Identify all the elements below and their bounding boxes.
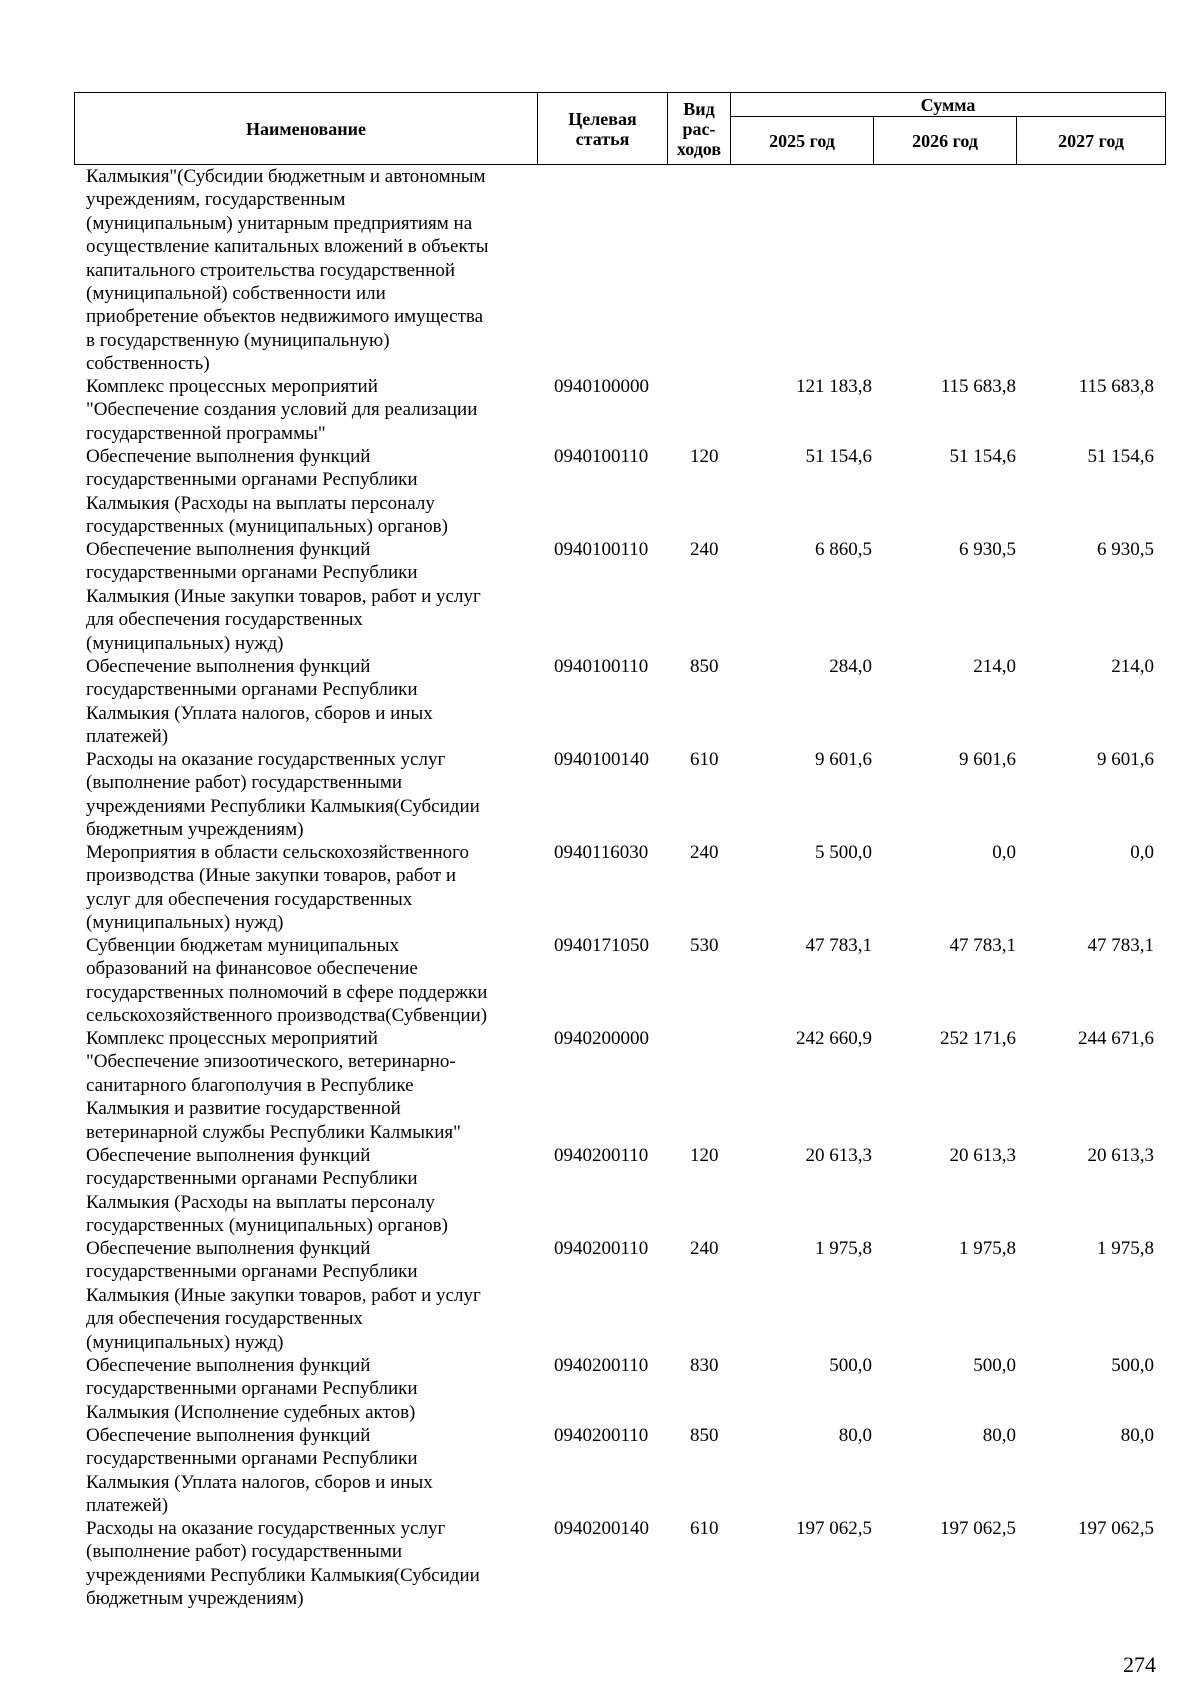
row-value-2027: 51 154,6 — [1087, 446, 1154, 467]
row-target-article: 0940100110 — [554, 539, 649, 560]
row-value-2025: 20 613,3 — [805, 1145, 872, 1166]
row-value-2025: 6 860,5 — [815, 539, 872, 560]
row-value-2027: 47 783,1 — [1087, 935, 1154, 956]
row-value-2027: 500,0 — [1111, 1355, 1154, 1376]
row-value-2026: 1 975,8 — [959, 1238, 1016, 1259]
row-target-article: 0940200110 — [554, 1425, 649, 1446]
row-value-2027: 244 671,6 — [1078, 1028, 1154, 1049]
row-name: Обеспечение выполнения функций государственными органами Республики Калмыкия (Уплата налогов, сборов и иных платежей) — [86, 1425, 433, 1517]
row-value-2025: 47 783,1 — [805, 935, 872, 956]
row-value-2026: 80,0 — [982, 1425, 1016, 1446]
row-expense-type: 530 — [690, 935, 719, 956]
row-value-2025: 51 154,6 — [805, 446, 872, 467]
row-value-2026: 214,0 — [973, 656, 1016, 677]
row-target-article: 0940100000 — [554, 376, 649, 397]
row-expense-type: 610 — [690, 1518, 719, 1539]
row-name: Расходы на оказание государственных услуг (выполнение работ) государственными учреждениями Республики Калмыкия(Субсидии бюджетным учреждениям) — [86, 749, 480, 841]
row-expense-type: 850 — [690, 656, 719, 677]
row-expense-type: 240 — [690, 1238, 719, 1259]
row-value-2027: 6 930,5 — [1097, 539, 1154, 560]
row-name: Обеспечение выполнения функций государственными органами Республики Калмыкия (Иные закупки товаров, работ и услуг для обеспечения государственных (муниципальных) нужд) — [86, 539, 481, 654]
row-value-2025: 1 975,8 — [815, 1238, 872, 1259]
row-target-article: 0940100140 — [554, 749, 649, 770]
row-name: Калмыкия"(Субсидии бюджетным и автономным учреждениям, государственным (муниципальным) унитарным предприятиям на осуществление капитальных вложений в объекты капитального строительства государственной (муниципальной) собственности или приобретение объектов недвижимого имущества в государственную (муниципальную) собственность) — [86, 166, 489, 375]
row-name: Обеспечение выполнения функций государственными органами Республики Калмыкия (Иные закупки товаров, работ и услуг для обеспечения государственных (муниципальных) нужд) — [86, 1238, 481, 1353]
row-target-article: 0940200000 — [554, 1028, 649, 1049]
row-value-2027: 0,0 — [1130, 842, 1154, 863]
row-value-2027: 197 062,5 — [1078, 1518, 1154, 1539]
row-value-2026: 9 601,6 — [959, 749, 1016, 770]
row-value-2026: 115 683,8 — [940, 376, 1016, 397]
row-name: Обеспечение выполнения функций государственными органами Республики Калмыкия (Уплата налогов, сборов и иных платежей) — [86, 656, 433, 748]
row-value-2025: 5 500,0 — [815, 842, 872, 863]
row-target-article: 0940100110 — [554, 446, 649, 467]
row-name: Обеспечение выполнения функций государственными органами Республики Калмыкия (Расходы на выплаты персоналу государственных (муниципальных) органов) — [86, 1145, 448, 1237]
row-target-article: 0940200110 — [554, 1355, 649, 1376]
page-number: 274 — [1123, 1652, 1156, 1677]
row-name: Комплекс процессных мероприятий "Обеспечение создания условий для реализации государственной программы" — [86, 376, 478, 444]
row-value-2025: 9 601,6 — [815, 749, 872, 770]
table-header — [74, 92, 1166, 165]
row-target-article: 0940171050 — [554, 935, 649, 956]
row-value-2027: 80,0 — [1120, 1425, 1154, 1446]
row-target-article: 0940200140 — [554, 1518, 649, 1539]
row-name: Обеспечение выполнения функций государственными органами Республики Калмыкия (Исполнение судебных актов) — [86, 1355, 418, 1423]
header-name: Наименование — [75, 93, 538, 165]
row-value-2026: 51 154,6 — [949, 446, 1016, 467]
row-expense-type: 120 — [690, 1145, 719, 1166]
row-expense-type: 240 — [690, 539, 719, 560]
row-name: Комплекс процессных мероприятий "Обеспечение эпизоотического, ветеринарно- санитарного благополучия в Республике Калмыкия и развитие государственной ветеринарной службы Республики Калмыкия" — [86, 1028, 461, 1143]
row-value-2026: 6 930,5 — [959, 539, 1016, 560]
row-target-article: 0940200110 — [554, 1238, 649, 1259]
row-value-2026: 252 171,6 — [940, 1028, 1016, 1049]
header-year-2025: 2025 год — [731, 117, 874, 165]
row-name: Мероприятия в области сельскохозяйственного производства (Иные закупки товаров, работ и услуг для обеспечения государственных (муниципальных) нужд) — [86, 842, 469, 934]
row-value-2027: 9 601,6 — [1097, 749, 1154, 770]
row-value-2025: 242 660,9 — [796, 1028, 872, 1049]
row-value-2027: 115 683,8 — [1078, 376, 1154, 397]
row-expense-type: 240 — [690, 842, 719, 863]
row-target-article: 0940100110 — [554, 656, 649, 677]
row-expense-type: 830 — [690, 1355, 719, 1376]
header-expense-type: Вид рас- ходов — [668, 93, 731, 165]
header-year-2026: 2026 год — [874, 117, 1017, 165]
row-name: Обеспечение выполнения функций государственными органами Республики Калмыкия (Расходы на выплаты персоналу государственных (муниципальных) органов) — [86, 446, 448, 538]
row-target-article: 0940200110 — [554, 1145, 649, 1166]
row-value-2025: 80,0 — [838, 1425, 872, 1446]
row-value-2027: 20 613,3 — [1087, 1145, 1154, 1166]
row-target-article: 0940116030 — [554, 842, 649, 863]
row-value-2025: 284,0 — [829, 656, 872, 677]
row-expense-type: 120 — [690, 446, 719, 467]
row-value-2026: 197 062,5 — [940, 1518, 1016, 1539]
row-value-2026: 0,0 — [992, 842, 1016, 863]
row-name: Субвенции бюджетам муниципальных образований на финансовое обеспечение государственных полномочий в сфере поддержки сельскохозяйственного производства(Субвенции) — [86, 935, 488, 1027]
header-year-2027: 2027 год — [1017, 117, 1166, 165]
header-sum: Сумма — [731, 93, 1166, 117]
row-expense-type: 850 — [690, 1425, 719, 1446]
row-value-2025: 121 183,8 — [796, 376, 872, 397]
row-value-2025: 197 062,5 — [796, 1518, 872, 1539]
row-value-2025: 500,0 — [829, 1355, 872, 1376]
row-expense-type: 610 — [690, 749, 719, 770]
row-value-2026: 500,0 — [973, 1355, 1016, 1376]
row-value-2026: 47 783,1 — [949, 935, 1016, 956]
row-name: Расходы на оказание государственных услуг (выполнение работ) государственными учреждениями Республики Калмыкия(Субсидии бюджетным учреждениям) — [86, 1518, 480, 1610]
row-value-2026: 20 613,3 — [949, 1145, 1016, 1166]
row-value-2027: 1 975,8 — [1097, 1238, 1154, 1259]
header-target-article: Целевая статья — [538, 93, 668, 165]
row-value-2027: 214,0 — [1111, 656, 1154, 677]
